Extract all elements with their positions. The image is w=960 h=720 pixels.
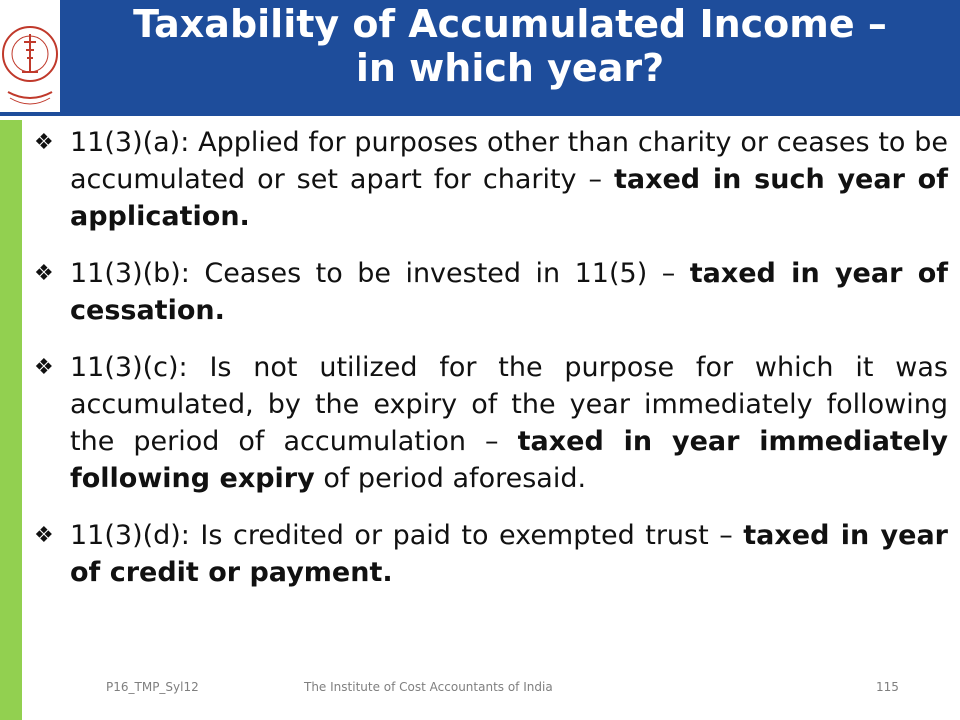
bullet-text: 11(3)(c): Is not utilized for the purpose for which it was accumulated, by the expiry of the year immediately following the period of accumulation – <box>70 352 948 457</box>
footer-course-code: P16_TMP_Syl12 <box>106 680 199 694</box>
institute-logo <box>0 0 60 112</box>
diamond-bullet-icon: ❖ <box>34 355 54 380</box>
bullet-text: 11(3)(d): Is credited or paid to exempted trust – <box>70 520 744 551</box>
bullet-bold-text: taxed in year immediately following expiry <box>70 426 948 494</box>
bullet-text: 11(3)(b): Ceases to be invested in 11(5) – <box>70 258 690 289</box>
bullet-list <box>34 124 948 611</box>
bullet-bold-text: taxed in year of cessation. <box>70 258 949 326</box>
bullet-item <box>34 255 948 329</box>
diamond-bullet-icon: ❖ <box>34 130 54 155</box>
bullet-item <box>34 349 948 497</box>
diamond-bullet-icon: ❖ <box>34 261 54 286</box>
diamond-bullet-icon: ❖ <box>34 523 54 548</box>
bullet-item <box>34 124 948 235</box>
accent-bar <box>0 120 22 720</box>
bullet-bold-text: taxed in such year of application. <box>70 164 948 232</box>
slide-title-line1: Taxability of Accumulated Income – <box>133 2 887 46</box>
slide-title-line2: in which year? <box>355 46 665 90</box>
title-banner <box>0 0 960 116</box>
footer-institute-name: The Institute of Cost Accountants of India <box>304 680 553 694</box>
bullet-item <box>34 517 948 591</box>
bullet-bold-text: taxed in year of credit or payment. <box>70 520 948 588</box>
slide-title <box>60 2 960 90</box>
bullet-tail-text: of period aforesaid. <box>314 463 587 494</box>
footer-page-number: 115 <box>876 680 899 694</box>
bullet-text: 11(3)(a): Applied for purposes other than charity or ceases to be accumulated or set apart for charity – <box>70 127 948 195</box>
